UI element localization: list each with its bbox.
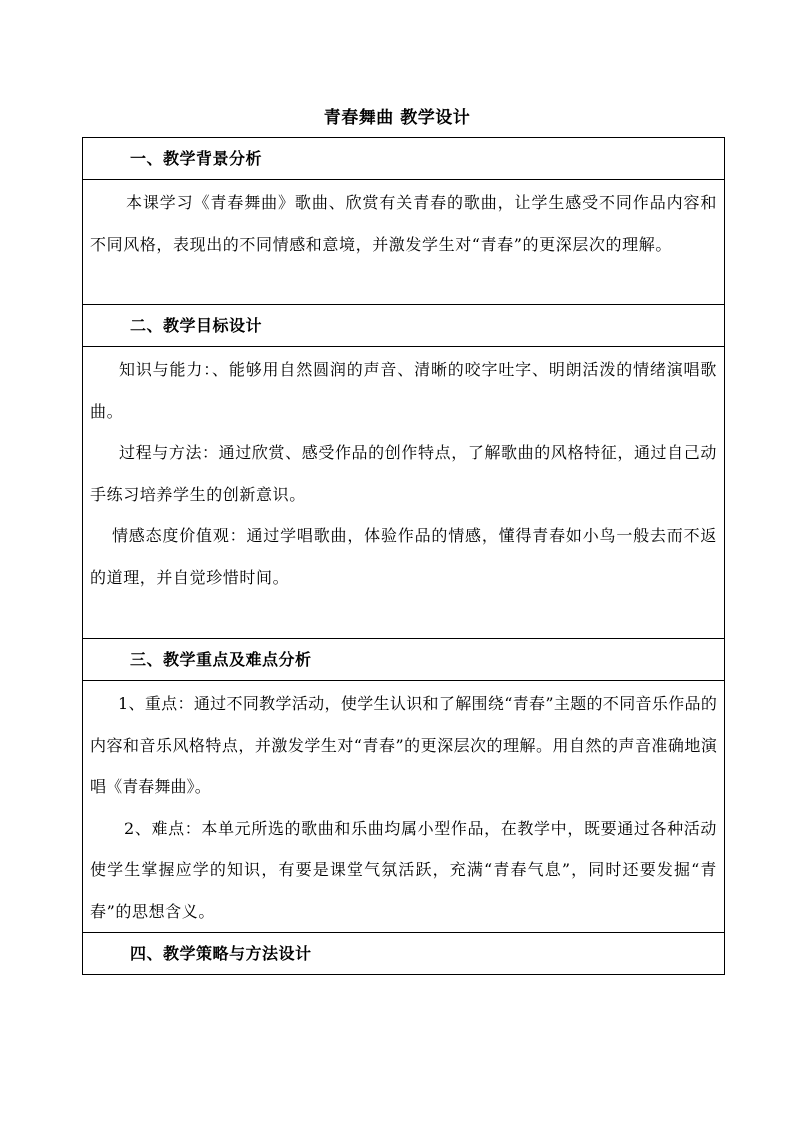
section-body-cell (83, 681, 725, 933)
section-body-cell (83, 180, 725, 305)
section-header-row (83, 138, 725, 180)
section-header-row (83, 639, 725, 681)
section-heading-strategy: 四、教学策略与方法设计 (130, 944, 312, 963)
section-body-row (83, 681, 725, 933)
lesson-plan-table (82, 137, 725, 975)
goal-knowledge-paragraph: 知识与能力：、能够用自然圆润的声音、清晰的咬字吐字、明朗活泼的情绪演唱歌曲。 (90, 360, 717, 421)
document-title: 青春舞曲 教学设计 (323, 108, 471, 128)
goal-process-paragraph: 过程与方法：通过欣赏、感受作品的创作特点，了解歌曲的风格特征，通过自己动手练习培养学生的创新意识。 (90, 443, 717, 504)
section-body-cell (83, 347, 725, 639)
background-paragraph: 本课学习《青春舞曲》歌曲、欣赏有关青春的歌曲，让学生感受不同作品内容和不同风格，表现出的不同情感和意境，并激发学生对“青春”的更深层次的理解。 (90, 193, 717, 254)
section-header-row (83, 305, 725, 347)
goal-attitude-paragraph: 情感态度价值观：通过学唱歌曲，体验作品的情感，懂得青春如小鸟一般去而不返的道理，并自觉珍惜时间。 (90, 526, 717, 587)
section-header-row (83, 933, 725, 975)
key-point-paragraph: 1、重点：通过不同教学活动，使学生认识和了解围绕“青春”主题的不同音乐作品的内容和音乐风格特点，并激发学生对“青春”的更深层次的理解。用自然的声音准确地演唱《青春舞曲》。 (90, 694, 717, 796)
difficulty-paragraph: 2、难点：本单元所选的歌曲和乐曲均属小型作品，在教学中，既要通过各种活动使学生掌握应学的知识，有要是课堂气氛活跃，充满“青春气息”，同时还要发掘“青春”的思想含义。 (90, 818, 717, 921)
section-heading-goals: 二、教学目标设计 (130, 316, 263, 335)
section-heading-key-points: 三、教学重点及难点分析 (130, 650, 312, 669)
section-body-row (83, 180, 725, 305)
section-body-row (83, 347, 725, 639)
section-header-cell (83, 305, 725, 347)
section-header-cell (83, 933, 725, 975)
section-header-cell (83, 138, 725, 180)
section-header-cell (83, 639, 725, 681)
section-heading-background: 一、教学背景分析 (130, 149, 263, 168)
